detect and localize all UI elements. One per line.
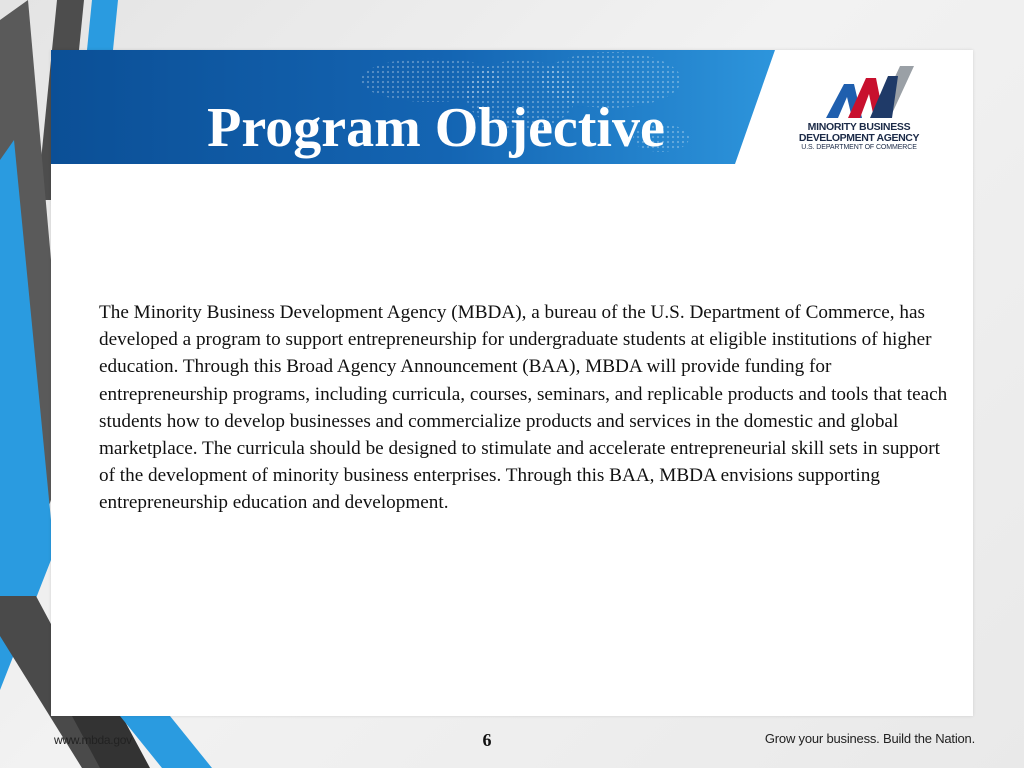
- footer-website-link[interactable]: www.mbda.gov: [54, 733, 132, 747]
- footer-tagline: Grow your business. Build the Nation.: [764, 731, 975, 746]
- slide-title: Program Objective: [207, 97, 665, 159]
- program-objective-paragraph: The Minority Business Development Agency (MBDA), a bureau of the U.S. Department of Commerce, has developed a program to support entrepreneurship for undergraduate students at eligible institutions of higher education. Through this Broad Agency Announcement (BAA), MBDA will provide funding for entrepreneurship programs, including curricula, courses, seminars, and replicable products and tools that teach students how to develop businesses and commercialize products and services in the domestic and global marketplace. The curricula should be designed to stimulate and accelerate entrepreneurial skill sets in support of the development of minority business enterprises. Through this BAA, MBDA envisions supporting entrepreneurship education and development.: [99, 302, 948, 514]
- page-number: 6: [482, 730, 492, 750]
- mbda-logo: [796, 64, 922, 152]
- logo-agency-name-line2: DEVELOPMENT AGENCY: [798, 132, 920, 144]
- logo-agency-name-line1: MINORITY BUSINESS: [807, 121, 911, 133]
- mbda-logo-mark: [818, 64, 914, 118]
- logo-department-line: U.S. DEPARTMENT OF COMMERCE: [801, 144, 917, 151]
